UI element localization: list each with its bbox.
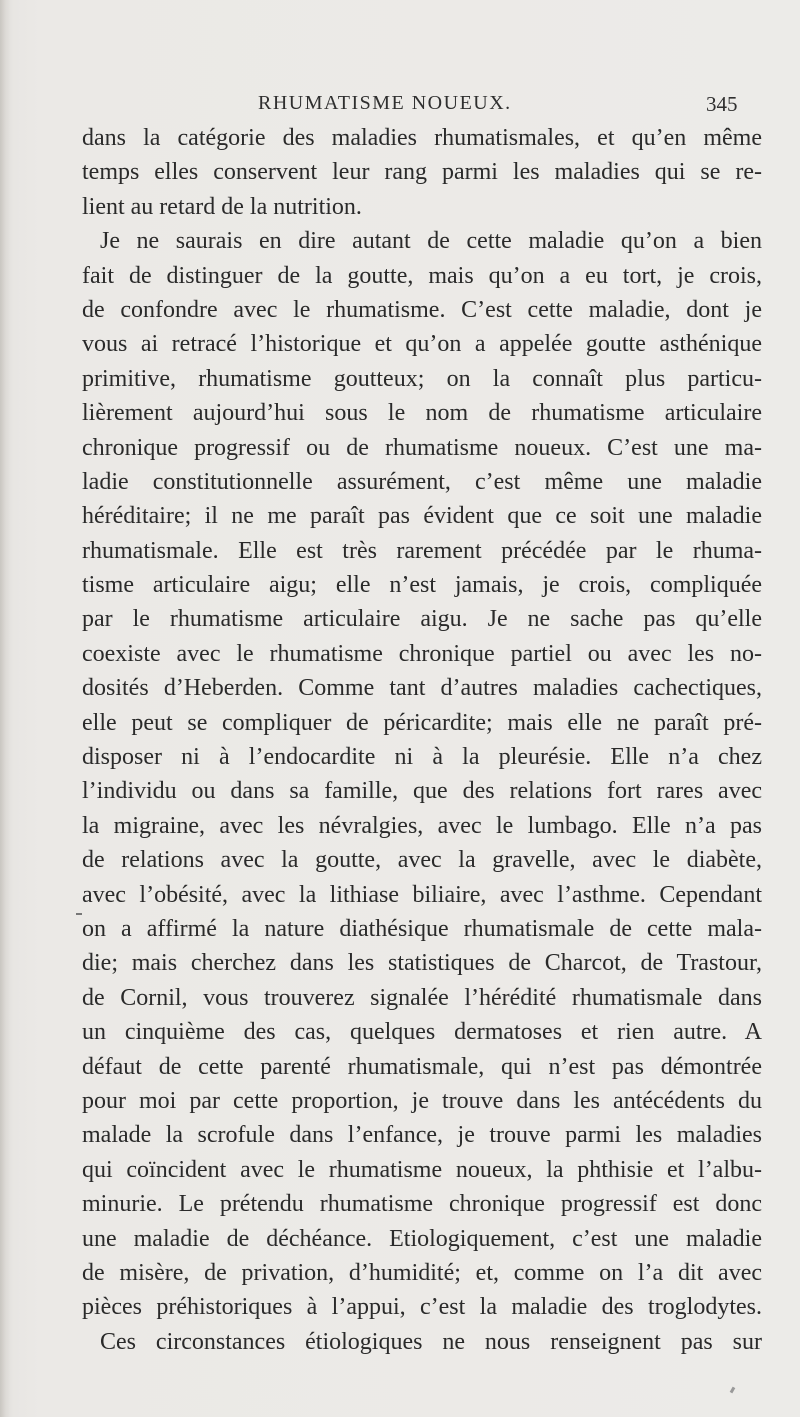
text-line: lient au retard de la nutrition. [82,193,362,220]
page-speck [730,1387,736,1394]
text-line: avec l’obésité, avec la lithiase biliaire, avec l’asthme. Cependant [82,881,762,908]
text-line: Ces circonstances étiologiques ne nous renseignent pas sur [100,1328,762,1355]
page-binding-shadow [0,0,10,1417]
text-line: de Cornil, vous trouverez signalée l’hérédité rhumatismale dans [82,984,762,1011]
text-line: disposer ni à l’endocardite ni à la pleurésie. Elle n’a chez [82,744,762,771]
text-line: pièces préhistoriques à l’appui, c’est la maladie des troglodytes. [82,1294,762,1321]
running-head [0,92,800,122]
text-line: coexiste avec le rhumatisme chronique partiel ou avec les no- [82,640,762,667]
text-line: vous ai retracé l’historique et qu’on a appelée goutte asthénique [82,331,762,358]
page-number: 345 [706,92,738,116]
text-line: de misère, de privation, d’humidité; et, comme on l’a dit avec [82,1259,762,1286]
text-line: dans la catégorie des maladies rhumatismales, et qu’en même [82,125,762,151]
text-line: un cinquième des cas, quelques dermatoses et rien autre. A [82,1019,762,1046]
text-line: temps elles conservent leur rang parmi les maladies qui se re- [82,159,762,186]
text-line: une maladie de déchéance. Etiologiquement, c’est une maladie [82,1225,762,1252]
text-line: la migraine, avec les névralgies, avec le lumbago. Elle n’a pas [82,812,762,839]
running-title: RHUMATISME NOUEUX. [258,92,512,114]
text-line: de confondre avec le rhumatisme. C’est cette maladie, dont je [82,296,762,323]
text-line: tisme articulaire aigu; elle n’est jamais, je crois, compliquée [82,572,762,599]
text-line: héréditaire; il ne me paraît pas évident que ce soit une maladie [82,503,762,530]
text-line: ladie constitutionnelle assurément, c’est même une maladie [82,468,762,495]
text-line: primitive, rhumatisme goutteux; on la connaît plus particu- [82,365,762,392]
text-line: fait de distinguer de la goutte, mais qu’on a eu tort, je crois, [82,262,762,289]
body-text [82,121,762,1359]
text-line: défaut de cette parenté rhumatismale, qui n’est pas démontrée [82,1053,762,1080]
margin-mark [76,913,82,915]
text-line: dosités d’Heberden. Comme tant d’autres maladies cachectiques, [82,675,762,702]
text-line: rhumatismale. Elle est très rarement précédée par le rhuma- [82,537,762,564]
text-line: elle peut se compliquer de péricardite; mais elle ne paraît pré- [82,709,762,736]
text-line: minurie. Le prétendu rhumatisme chronique progressif est donc [82,1191,762,1218]
text-line: l’individu ou dans sa famille, que des relations fort rares avec [82,778,762,805]
text-line: malade la scrofule dans l’enfance, je trouve parmi les maladies [82,1122,762,1149]
text-line: qui coïncident avec le rhumatisme noueux, la phthisie et l’albu- [82,1156,762,1183]
text-line: par le rhumatisme articulaire aigu. Je ne sache pas qu’elle [82,606,762,633]
text-line: Je ne saurais en dire autant de cette maladie qu’on a bien [100,228,762,255]
text-line: die; mais cherchez dans les statistiques de Charcot, de Trastour, [82,950,762,977]
text-line: chronique progressif ou de rhumatisme noueux. C’est une ma- [82,434,762,461]
text-line: on a affirmé la nature diathésique rhumatismale de cette mala- [82,915,762,942]
text-line: pour moi par cette proportion, je trouve dans les antécédents du [82,1087,762,1114]
text-line: lièrement aujourd’hui sous le nom de rhumatisme articulaire [82,400,762,427]
text-line: de relations avec la goutte, avec la gravelle, avec le diabète, [82,847,762,874]
